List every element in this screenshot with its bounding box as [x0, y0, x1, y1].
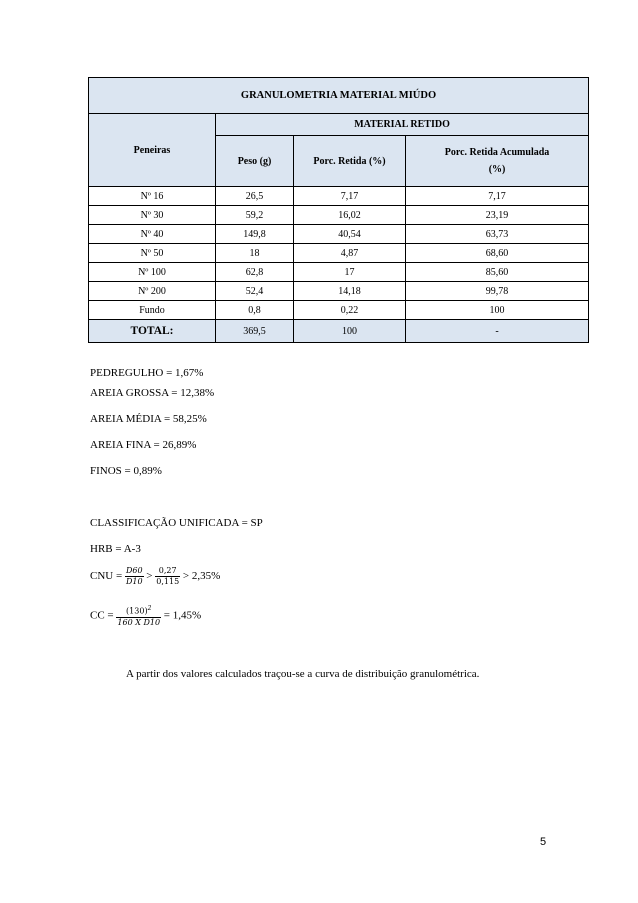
cnu-fraction-values: [155, 566, 180, 587]
cnu-prefix: CNU =: [90, 570, 123, 583]
cnu-f2-numerator: 0,27: [155, 566, 180, 577]
cell-porc: 14,18: [294, 282, 406, 301]
granulometry-table: [88, 77, 589, 343]
cnu-gt-symbol: >: [146, 570, 153, 583]
cell-peso: 26,5: [216, 187, 294, 206]
cnu-f2-denominator: 0,115: [156, 577, 180, 586]
cell-peneira: Fundo: [89, 301, 216, 320]
cell-acum: 100: [406, 301, 589, 320]
total-label: TOTAL:: [89, 320, 216, 343]
header-peso: Peso (g): [216, 136, 294, 187]
pedregulho-line: PEDREGULHO = 1,67%: [90, 367, 204, 379]
header-porc-acumulada-line2: (%): [488, 164, 506, 175]
header-porc-retida: Porc. Retida (%): [294, 136, 406, 187]
total-peso: 369,5: [216, 320, 294, 343]
cell-acum: 68,60: [406, 244, 589, 263]
cell-porc: 7,17: [294, 187, 406, 206]
table-row: [89, 263, 589, 282]
areia-media-line: AREIA MÉDIA = 58,25%: [90, 413, 207, 425]
table-row: [89, 206, 589, 225]
cell-acum: 7,17: [406, 187, 589, 206]
table-row: [89, 187, 589, 206]
cell-porc: 17: [294, 263, 406, 282]
areia-grossa-line: AREIA GROSSA = 12,38%: [90, 387, 215, 399]
table-title: GRANULOMETRIA MATERIAL MIÚDO: [89, 78, 589, 114]
cell-peneira: Nº 40: [89, 225, 216, 244]
conclusion-paragraph: A partir dos valores calculados traçou-se a curva de distribuição granulométrica.: [126, 668, 480, 680]
header-porc-acumulada: [406, 136, 589, 187]
total-porc: 100: [294, 320, 406, 343]
table-row: [89, 225, 589, 244]
cc-result: = 1,45%: [163, 609, 202, 622]
cell-peneira: Nº 200: [89, 282, 216, 301]
header-peneiras: Peneiras: [89, 114, 216, 187]
cell-acum: 85,60: [406, 263, 589, 282]
cc-numerator-base: (130): [126, 606, 148, 616]
cc-numerator: [116, 604, 161, 618]
cell-peneira: Nº 50: [89, 244, 216, 263]
cc-numerator-exponent: 2: [147, 605, 152, 612]
table-total-row: [89, 320, 589, 343]
finos-line: FINOS = 0,89%: [90, 465, 162, 477]
cnu-f1-numerator: D60: [125, 566, 143, 575]
cnu-result: > 2,35%: [182, 570, 221, 583]
header-material-retido: MATERIAL RETIDO: [216, 114, 589, 136]
cnu-fraction-d60-d10: [125, 566, 144, 587]
table-row: [89, 244, 589, 263]
cell-peso: 59,2: [216, 206, 294, 225]
cell-peneira: Nº 30: [89, 206, 216, 225]
cell-acum: 23,19: [406, 206, 589, 225]
cell-peso: 62,8: [216, 263, 294, 282]
areia-fina-line: AREIA FINA = 26,89%: [90, 439, 197, 451]
table-row: [89, 301, 589, 320]
cell-acum: 99,78: [406, 282, 589, 301]
cell-peso: 0,8: [216, 301, 294, 320]
cell-porc: 0,22: [294, 301, 406, 320]
page-number: 5: [540, 836, 547, 848]
cc-denominator: 160 X D10: [117, 617, 161, 627]
table-row: [89, 282, 589, 301]
cnu-formula: [90, 566, 220, 587]
cell-peneira: Nº 16: [89, 187, 216, 206]
classificacao-unificada: CLASSIFICAÇÃO UNIFICADA = SP: [90, 517, 263, 529]
cell-peneira: Nº 100: [89, 263, 216, 282]
cell-porc: 16,02: [294, 206, 406, 225]
cc-prefix: CC =: [90, 609, 114, 622]
cell-porc: 4,87: [294, 244, 406, 263]
cell-peso: 52,4: [216, 282, 294, 301]
total-acum: -: [406, 320, 589, 343]
cell-peso: 18: [216, 244, 294, 263]
header-porc-acumulada-line1: Porc. Retida Acumulada: [444, 147, 550, 158]
cnu-f1-denominator: D10: [125, 577, 143, 586]
cc-formula: [90, 604, 201, 628]
cell-peso: 149,8: [216, 225, 294, 244]
hrb-classification: HRB = A-3: [90, 543, 141, 555]
cell-porc: 40,54: [294, 225, 406, 244]
cc-fraction: [116, 604, 161, 628]
cell-acum: 63,73: [406, 225, 589, 244]
